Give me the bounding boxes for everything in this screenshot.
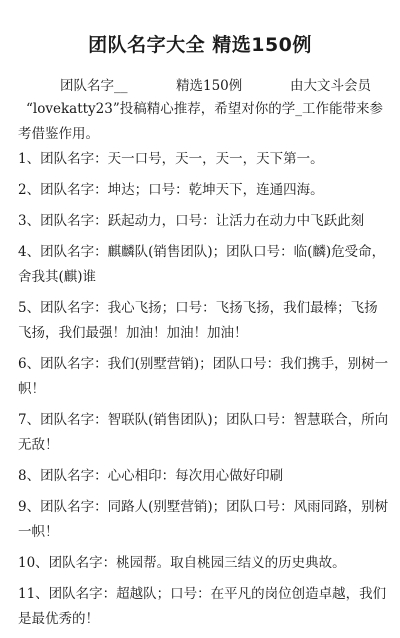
list-item: 9、团队名字：同路人(别墅营销)；团队口号：风雨同路，别树一帜！	[18, 499, 389, 540]
list-item: 10、团队名字：桃园帮。取自桃园三结义的历史典故。	[18, 555, 346, 571]
list-item: 11、团队名字：超越队；口号：在平凡的岗位创造卓越，我们是最优秀的！	[18, 586, 387, 627]
list-item: 8、团队名字：心心相印：每次用心做好印刷	[18, 468, 284, 484]
subtitle-middle: 精选150例	[176, 78, 243, 94]
list-item: 7、团队名字：智联队(销售团队)；团队口号：智慧联合，所向无敌！	[18, 412, 389, 453]
subtitle-left: 团队名字__	[60, 78, 128, 94]
list-item: 4、团队名字：麒麟队(销售团队)；团队口号：临(麟)危受命，舍我其(麒)谁	[18, 244, 386, 285]
team-name-list	[18, 147, 390, 638]
intro-paragraph: “lovekatty23”投稿精心推荐，希望对你的学_工作能带来参考借鉴作用。	[18, 101, 383, 142]
list-item: 5、团队名字：我心飞扬；口号：飞扬飞扬，我们最棒；飞扬飞扬，我们最强！加油！加油！加油！	[18, 300, 378, 341]
subtitle-right: 由大文斗会员	[290, 78, 371, 94]
list-item: 2、团队名字：坤达；口号：乾坤天下，连通四海。	[18, 182, 324, 198]
list-item: 1、团队名字：天一口号，天一，天一，天下第一。	[18, 151, 324, 167]
page-title: 团队名字大全 精选150例	[88, 34, 312, 56]
list-item: 6、团队名字：我们(别墅营销)；团队口号：我们携手，别树一帜！	[18, 356, 389, 397]
list-item: 3、团队名字：跃起动力，口号：让活力在动力中飞跃此刻	[18, 213, 365, 229]
